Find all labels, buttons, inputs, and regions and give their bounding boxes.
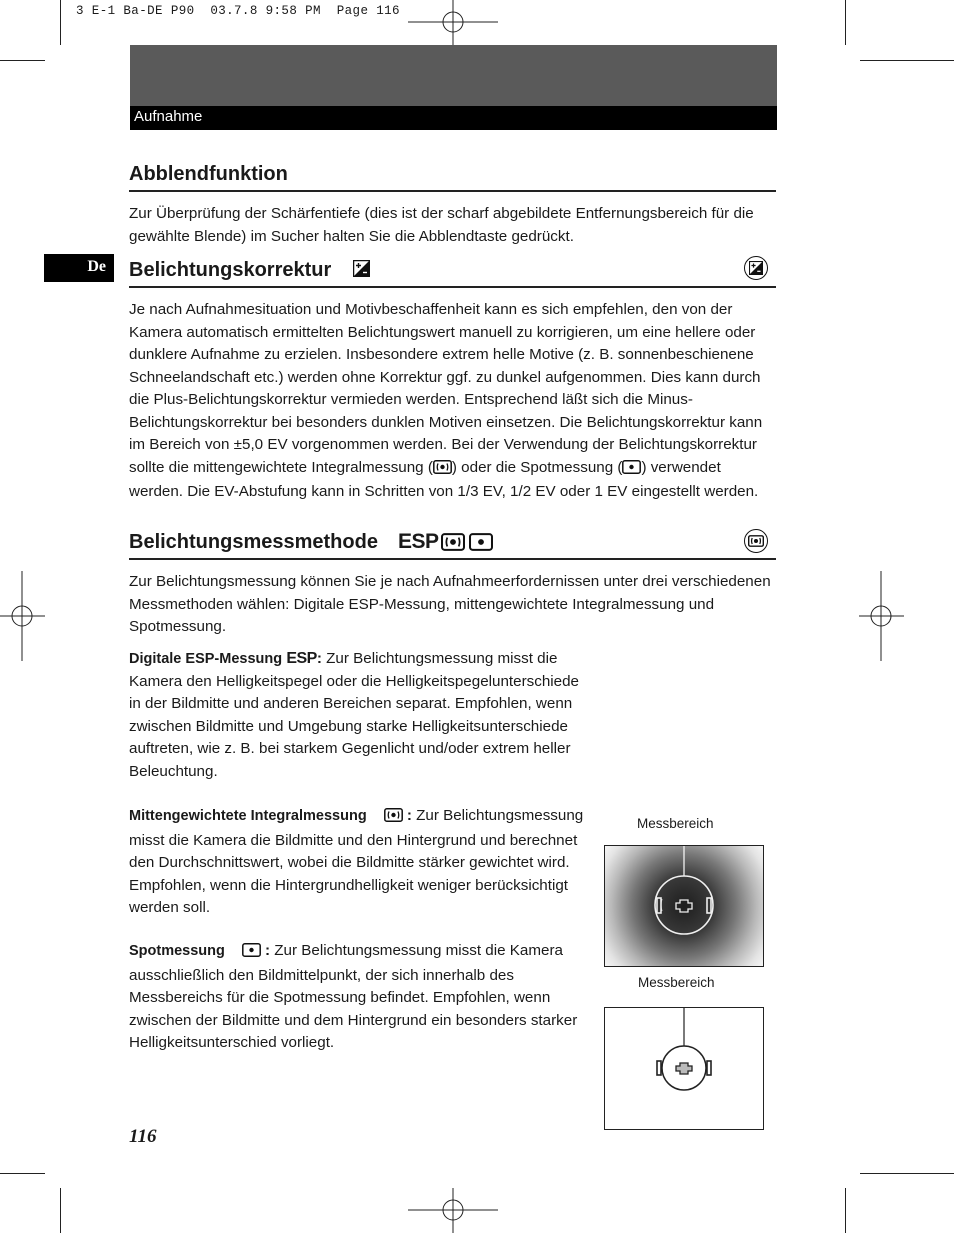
- center-weighted-metering-icon: [433, 459, 452, 482]
- center-weighted-lead: Mittengewichtete Integralmessung: [129, 808, 367, 824]
- spot-metering-icon: [242, 942, 261, 965]
- center-weighted-viewfinder: [604, 845, 764, 967]
- esp-lead: Digitale ESP-Messung: [129, 651, 283, 667]
- spot-lead: Spotmessung: [129, 943, 225, 959]
- heading-rule: [129, 190, 776, 192]
- spot-metering-icon: [469, 533, 493, 551]
- heading-belichtungskorrektur: Belichtungskorrektur: [129, 259, 332, 281]
- center-weighted-metering-icon: [384, 807, 403, 830]
- esp-metering-icon: ESP: [397, 530, 439, 553]
- heading-messmethode-row: [129, 530, 493, 554]
- heading-rule: [129, 286, 776, 288]
- page-number: 116: [129, 1126, 157, 1147]
- exposure-compensation-icon: [353, 260, 370, 282]
- print-slug: 3 E-1 Ba-DE P90 03.7.8 9:58 PM Page 116: [76, 4, 400, 18]
- center-weighted-paragraph: Mittengewichtete Integralmessung : Zur Belichtungsmessung misst die Kamera die Bildmitte und den Hintergrund und berechnet den Durchschnittswert, wobei die Bildmitte stärker gewichtet wird. Empfohlen, wenn die Hintergrundhelligkeit weniger berücksichtigt werden soll.: [129, 807, 584, 916]
- messmethode-intro: Zur Belichtungsmessung können Sie je nach Aufnahmeerfordernissen unter drei verschiedenen Messmethoden wählen: Digitale ESP-Messung, mittengewichtete Integralmessung und Spotmessung.: [129, 573, 771, 635]
- language-tab-label: De: [87, 258, 106, 275]
- center-weighted-figure-caption: Messbereich: [637, 816, 714, 831]
- spot-viewfinder: [604, 1007, 764, 1130]
- spot-paragraph: Spotmessung : Zur Belichtungsmessung misst die Kamera ausschließlich den Bildmittelpunkt, der sich innerhalb des Messbereichs für die Spotmessung befindet. Empfohlen, wenn zwischen der Bildmitte und dem Hintergrund ein besonders starker Helligkeitsunterschied vorliegt.: [129, 942, 578, 1051]
- metering-badge-icon: [744, 529, 768, 553]
- korrektur-paragraph: Je nach Aufnahmesituation und Motivbeschaffenheit kann es sich empfehlen, den von der Kamera automatisch ermittelten Belichtungswert manuell zu korrigieren, um eine hellere oder dunklere Aufnahme zu erzielen. Insbesondere extrem helle Motive (z. B. sonnenbeschienene Schneelandschaft etc.) werden ohne Korrektur ggf. zu dunkel aufgenommen. Dies kann durch die Plus-Belichtungskorrektur vermieden werden. Entsprechend läßt sich die Minus-Belichtungskorrektur bei besonders dunklen Motiven einsetzen. Die Belichtungskorrektur kann im Bereich von ±5,0 EV vorgenommen werden. Bei der Verwendung der Belichtungskorrektur sollte die mittengewichtete Integralmessung ( ) oder die Spotmessung ( ) verwendet werden. Die EV-Abstufung kann in Schritten von 1/3 EV, 1/2 EV oder 1 EV eingestellt werden.: [129, 301, 763, 500]
- spot-figure-caption: Messbereich: [638, 975, 715, 990]
- header-label-bar: [130, 106, 777, 130]
- heading-korrektur-row: [129, 259, 370, 282]
- abblend-paragraph: Zur Überprüfung der Schärfentiefe (dies ist der scharf abgebildete Entfernungsbereich für die gewählte Blende) im Sucher halten Sie die Abblendtaste gedrückt.: [129, 205, 754, 245]
- esp-paragraph: Digitale ESP-Messung ESP: Zur Belichtungsmessung misst die Kamera den Helligkeitspegel oder die Helligkeitspegelunterschiede in der Bildmitte und anderen Bereichen separat. Empfohlen, wenn zwischen Bildmitte und Umgebung starke Helligkeitsunterschiede auftreten, wie z. B. bei starkem Gegenlicht und/oder extrem heller Beleuchtung.: [129, 650, 579, 780]
- heading-abblendfunktion: Abblendfunktion: [129, 163, 288, 185]
- center-weighted-metering-icon: [441, 533, 465, 551]
- esp-metering-icon: ESP: [286, 650, 317, 667]
- spot-metering-icon: [622, 459, 641, 482]
- language-tab: [44, 254, 114, 282]
- section-label: Aufnahme: [134, 108, 203, 125]
- heading-belichtungsmessmethode: Belichtungsmessmethode: [129, 530, 378, 553]
- heading-rule: [129, 558, 776, 560]
- exposure-compensation-badge-icon: [744, 256, 768, 280]
